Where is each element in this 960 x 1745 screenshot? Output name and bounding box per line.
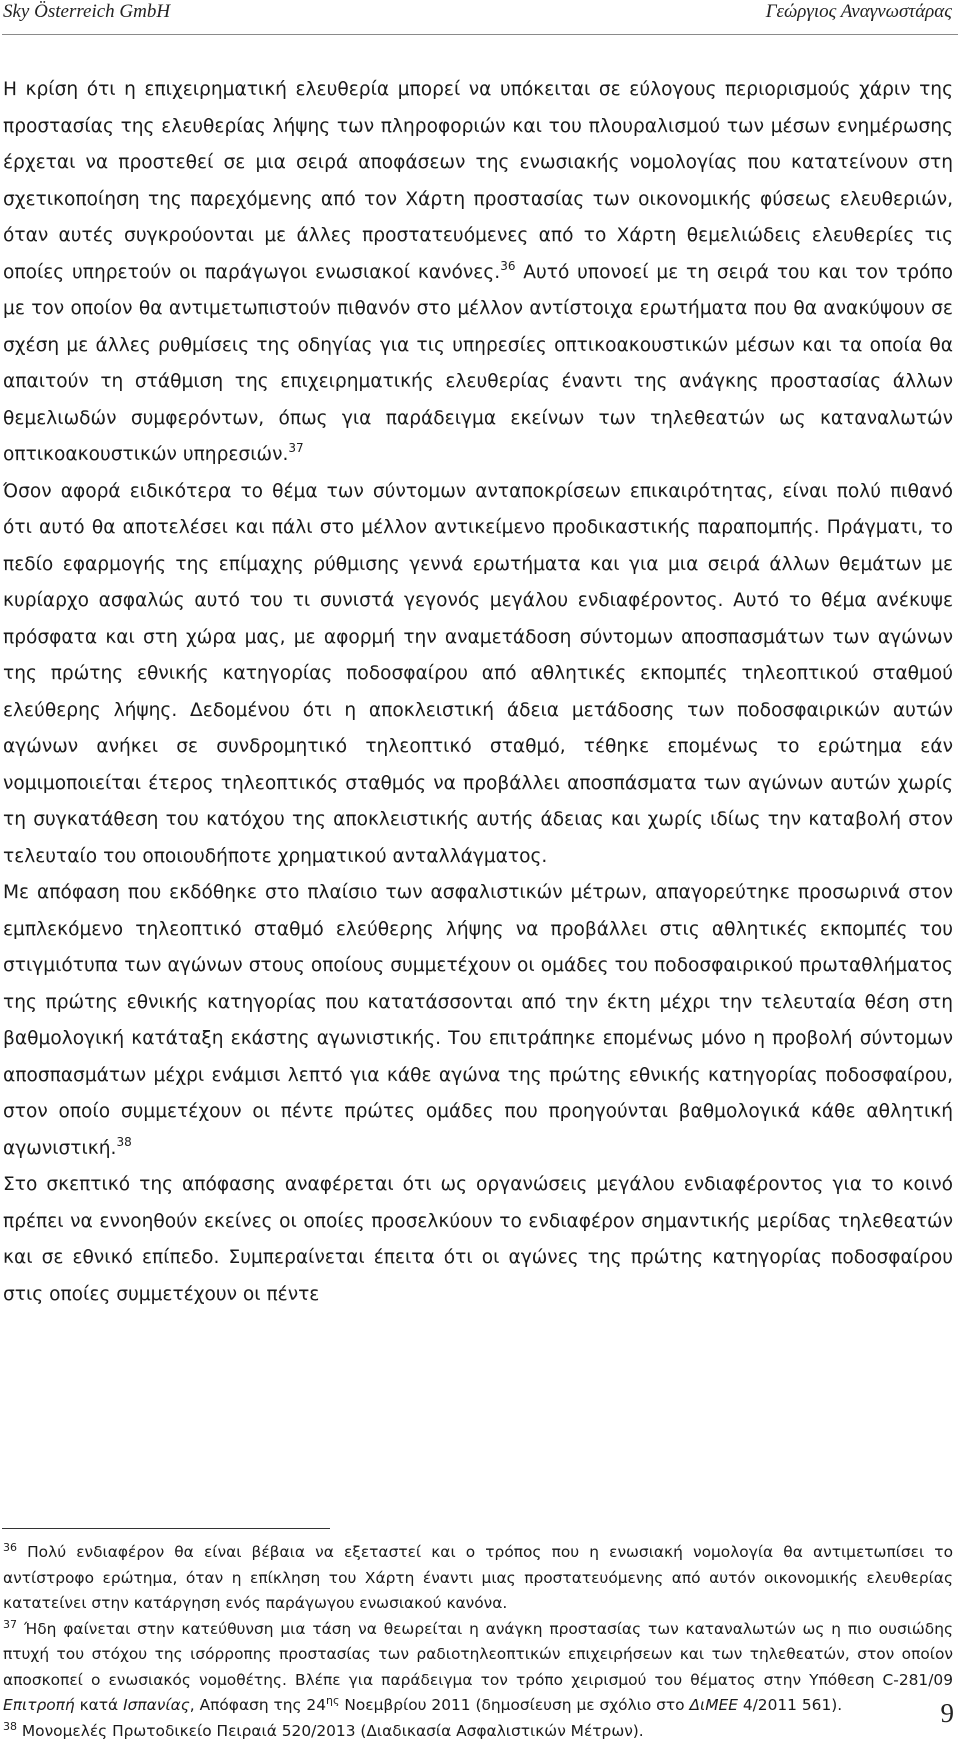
header-left: Sky Österreich GmbH [3,1,171,22]
footnote-38: $^{38}$ Μονομελές Πρωτοδικείο Πειραιά 520/2013 (Διαδικασία Ασφαλιστικών Μέτρων). [3,1719,644,1740]
header-rule [2,34,958,35]
header-right: Γεώργιος Αναγνωστάρας [765,1,952,22]
paragraph-2: Όσον αφορά ειδικότερα το θέμα των σύντομων ανταποκρίσεων επικαιρότητας, είναι πολύ πιθανό ότι αυτό θα αποτελέσει και πάλι στο μέλλον αντικείμενο προδικαστικής παραπομπής. Πράγματι, το πεδίο εφαρμογής της επίμαχης ρύθμισης γεννά ερωτήματα και για μια σειρά άλλων θεμάτων με κυρίαρχο ασφαλώς αυτό του τι συνιστά γεγονός μεγάλου ενδιαφέροντος. Αυτό το θέμα ανέκυψε πρόσφατα και στη χώρα μας, με αφορμή την αναμετάδοση σύντομων αποσπασμάτων των αγώνων της πρώτης εθνικής κατηγορίας ποδοσφαίρου από αθλητικές εκπομπές τηλεοπτικού σταθμού ελεύθερης λήψης. Δεδομένου ότι η αποκλειστική άδεια μετάδοσης των ποδοσφαιρικών αυτών αγώνων ανήκει σε συνδρομητικό τηλεοπτικό σταθμό, τέθηκε επομένως το ερώτημα εάν νομιμοποιείται έτερος τηλεοπτικός σταθμός να προβάλλει αποσπάσματα των αγώνων αυτών χωρίς τη συγκατάθεση του κατόχου της αποκλειστικής αυτής άδειας και χωρίς ιδίως την καταβολή στον τελευταίο του οποιουδήποτε χρηματικού ανταλλάγματος. [3,480,953,867]
footnote-ref-37[interactable]: 37 [288,441,304,455]
footnotes [3,1540,953,1744]
footnote-separator [2,1528,330,1529]
footnote-ref-36[interactable]: 36 [500,258,516,273]
page-header [0,0,960,32]
paragraph-4: Στο σκεπτικό της απόφασης αναφέρεται ότι ως οργανώσεις μεγάλου ενδιαφέροντος για το κοινό πρέπει να εννοηθούν εκείνες οι οποίες προσελκύουν το ενδιαφέρον σημαντικής μερίδας τηλεθεατών και σε εθνικό επίπεδο. Συμπεραίνεται έπειτα ότι οι αγώνες της πρώτης κατηγορίας ποδοσφαίρου στις οποίες συμμετέχουν οι πέντε [3,1174,953,1305]
footnote-36: $^{36}$ Πολύ ενδιαφέρον θα είναι βέβαια να εξεταστεί και ο τρόπος που η ενωσιακή νομολογία θα αντιμετωπίσει το αντίστροφο ερώτημα, όταν η επίκληση του Χάρτη έναντι μιας προστατευόμενης από αυτόν οικονομικής ελευθερίας κατατείνει στην κατάργηση ενός παράγωγου ενωσιακού κανόνα. [3,1541,953,1612]
footnote-37: $^{37}$ Ήδη φαίνεται στην κατεύθυνση μια τάση να θεωρείται η ανάγκη προστασίας των καταναλωτών ως η πιο ουσιώδης πτυχή του στόχου της ισόρροπης προστασίας των ραδιοτηλεοπτικών επιχειρήσεων και των τηλεθεατών, στον οποίον αποσκοπεί ο ενωσιακός νομοθέτης. Βλέπε για παράδειγμα τον τρόπο χειρισμού του θέματος στην Υπόθεση C-281/09 Επιτροπή κατά Ισπανίας, Απόφαση της $24^{\eta\varsigma}$ Νοεμβρίου 2011 (δημοσίευση με σχόλιο στο ΔιΜΕΕ 4/2011 561). [3,1617,953,1714]
main-text [3,72,953,1313]
page-number: 9 [940,1698,954,1728]
paragraph-3: Με απόφαση που εκδόθηκε στο πλαίσιο των ασφαλιστικών μέτρων, απαγορεύτηκε προσωρινά στον εμπλεκόμενο τηλεοπτικό σταθμό ελεύθερης λήψης να προβάλλει στις αθλητικές εκπομπές του στιγμιότυπα των αγώνων στους οποίους συμμετέχουν οι ομάδες του ποδοσφαιρικού πρωταθλήματος της πρώτης εθνικής κατηγορίας που κατατάσσονται από την έκτη μέχρι την τελευταία θέση στη βαθμολογική κατάταξη εκάστης αγωνιστικής. Του επιτράπηκε επομένως μόνο η προβολή σύντομων αποσπασμάτων μέχρι ενάμισι λεπτό για κάθε αγώνα της πρώτης εθνικής κατηγορίας ποδοσφαίρου, στον οποίο συμμετέχουν οι πέντε πρώτες ομάδες που προηγούνται βαθμολογικά κάθε αθλητική αγωνιστική.$^{38}$ [3,882,953,1159]
paragraph-1: Η κρίση ότι η επιχειρηματική ελευθερία μπορεί να υπόκειται σε εύλογους περιορισμούς χάριν της προστασίας της ελευθερίας λήψης των πληροφοριών και του πλουραλισμού των μέσων ενημέρωσης έρχεται να προστεθεί σε μια σειρά αποφάσεων της ενωσιακής νομολογίας που κατατείνουν στη σχετικοποίηση της παρεχόμενης από τον Χάρτη προστασίας των οικονομικής φύσεως ελευθεριών, όταν αυτές συγκρούονται με άλλες προστατευόμενες από το Χάρτη θεμελιώδεις ελευθερίες τις οποίες υπηρετούν οι παράγωγοι ενωσιακοί κανόνες.$^{36}$ Αυτό υπονοεί με τη σειρά του και τον τρόπο με τον οποίον θα αντιμετωπιστούν πιθανόν στο μέλλον αντίστοιχα ερωτήματα που θα ανακύψουν σε σχέση με άλλες ρυθμίσεις της οδηγίας για τις υπηρεσίες οπτικοακουστικών μέσων και τα οποία θα απαιτούν τη στάθμιση της επιχειρηματικής ελευθερίας έναντι της ανάγκης προστασίας άλλων θεμελιωδών συμφερόντων, όπως για παράδειγμα εκείνων των τηλεθεατών ως καταναλωτών οπτικοακουστικών υπηρεσιών.$^{37}$ [3,79,954,465]
footnote-ref-38[interactable]: 38 [116,1134,132,1149]
